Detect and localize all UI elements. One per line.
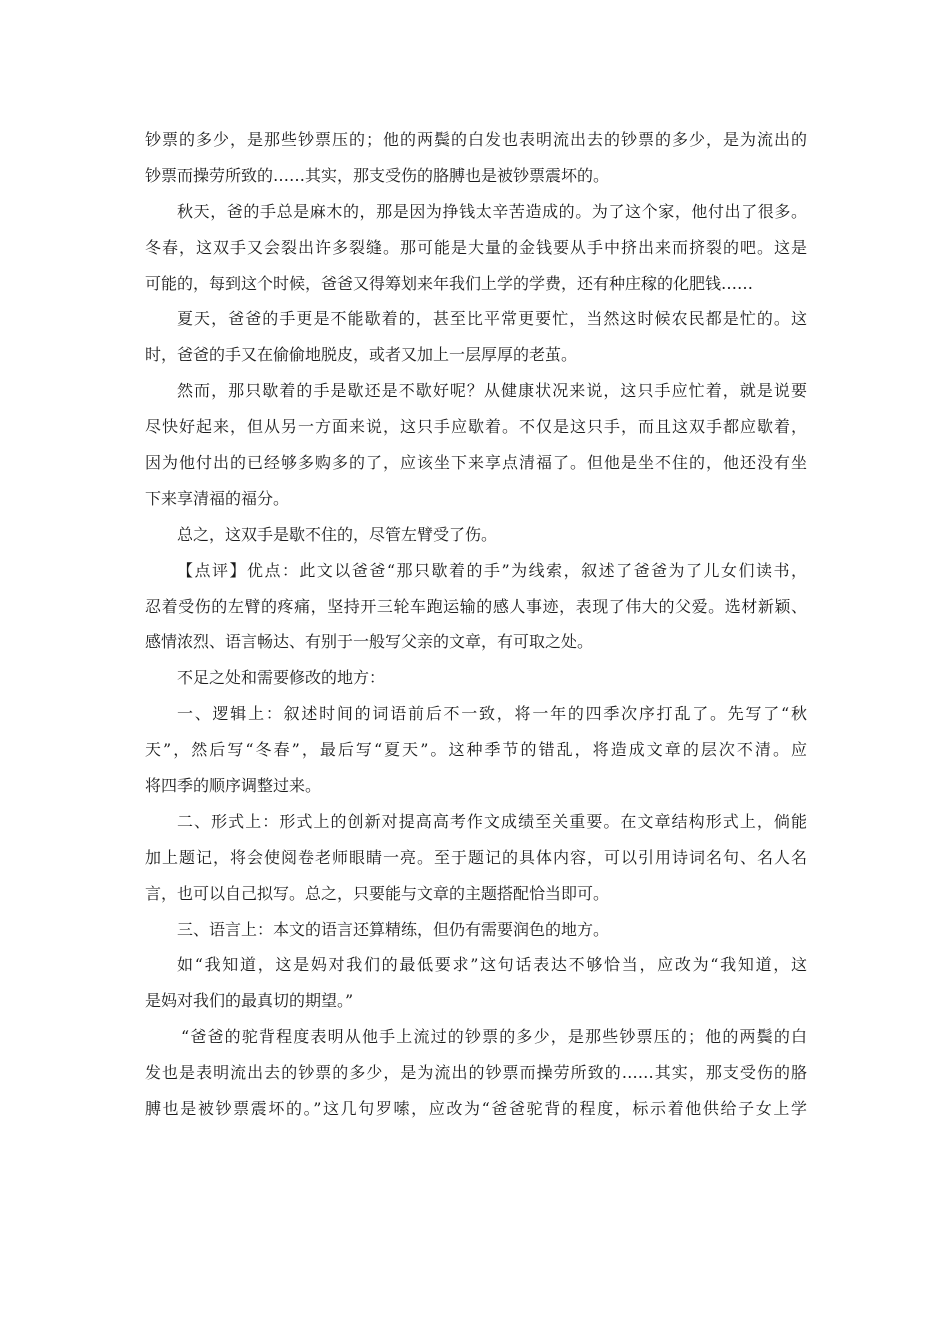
text-line: 总之，这双手是歇不住的，尽管左臂受了伤。 <box>177 524 498 544</box>
text-line: 【点评】优点：此文以爸爸“那只歇着的手”为线索，叙述了爸爸为了儿女们读书， <box>177 560 807 580</box>
text-line: “爸爸的驼背程度表明从他手上流过的钞票的多少，是那些钞票压的；他的两鬓的白 <box>181 1027 807 1047</box>
text-line: 将四季的顺序调整过来。 <box>145 776 322 796</box>
text-line: 不足之处和需要修改的地方： <box>177 668 386 688</box>
text-line: 二、形式上：形式上的创新对提高高考作文成绩至关重要。在文章结构形式上，倘能 <box>177 811 807 831</box>
text-line: 发也是表明流出去的钞票的多少，是为流出的钞票而操劳所致的……其实，那支受伤的胳 <box>145 1063 807 1083</box>
text-line: 夏天，爸爸的手更是不能歇着的，甚至比平常更要忙，当然这时候农民都是忙的。这 <box>177 309 807 329</box>
text-line: 钞票的多少，是那些钞票压的；他的两鬓的白发也表明流出去的钞票的多少，是为流出的 <box>145 130 807 149</box>
text-line: 天”，然后写“冬春”，最后写“夏天”。这种季节的错乱，将造成文章的层次不清。应 <box>145 740 807 760</box>
text-line: 然而，那只歇着的手是歇还是不歇好呢？从健康状况来说，这只手应忙着，就是说要 <box>177 381 807 401</box>
text-line: 一、逻辑上：叙述时间的词语前后不一致，将一年的四季次序打乱了。先写了“秋 <box>177 704 807 724</box>
text-line: 尽快好起来，但从另一方面来说，这只手应歇着。不仅是这只手，而且这双手都应歇着， <box>145 417 807 437</box>
text-line: 如“我知道，这是妈对我们的最低要求”这句话表达不够恰当，应改为“我知道，这 <box>177 955 807 975</box>
text-line: 下来享清福的福分。 <box>145 488 290 508</box>
text-line: 加上题记，将会使阅卷老师眼睛一亮。至于题记的具体内容，可以引用诗词名句、名人名 <box>145 847 807 867</box>
text-line: 时，爸爸的手又在偷偷地脱皮，或者又加上一层厚厚的老茧。 <box>145 345 578 365</box>
text-line: 三、语言上：本文的语言还算精练，但仍有需要润色的地方。 <box>177 919 610 939</box>
text-line: 秋天，爸的手总是麻木的，那是因为挣钱太辛苦造成的。为了这个家，他付出了很多。 <box>177 201 807 221</box>
text-line: 忍着受伤的左臂的疼痛，坚持开三轮车跑运输的感人事迹，表现了伟大的父爱。选材新颖、 <box>145 596 807 616</box>
text-line: 因为他付出的已经够多购多的了，应该坐下来享点清福了。但他是坐不住的，他还没有坐 <box>145 453 807 473</box>
document-body <box>145 122 807 1127</box>
text-line: 膊也是被钞票震坏的。”这几句罗嗦，应改为“爸爸驼背的程度，标示着他供给子女上学 <box>145 1099 807 1119</box>
text-line: 冬春，这双手又会裂出许多裂缝。那可能是大量的金钱要从手中挤出来而挤裂的吧。这是 <box>145 237 807 257</box>
text-line: 钞票而操劳所致的……其实，那支受伤的胳膊也是被钞票震坏的。 <box>145 165 610 185</box>
text-line: 可能的，每到这个时候，爸爸又得筹划来年我们上学的学费，还有种庄稼的化肥钱…… <box>145 273 754 293</box>
text-line: 言，也可以自己拟写。总之，只要能与文章的主题搭配恰当即可。 <box>145 883 610 903</box>
text-line: 感情浓烈、语言畅达、有别于一般写父亲的文章，有可取之处。 <box>145 632 594 652</box>
text-line: 是妈对我们的最真切的期望。” <box>145 991 354 1011</box>
